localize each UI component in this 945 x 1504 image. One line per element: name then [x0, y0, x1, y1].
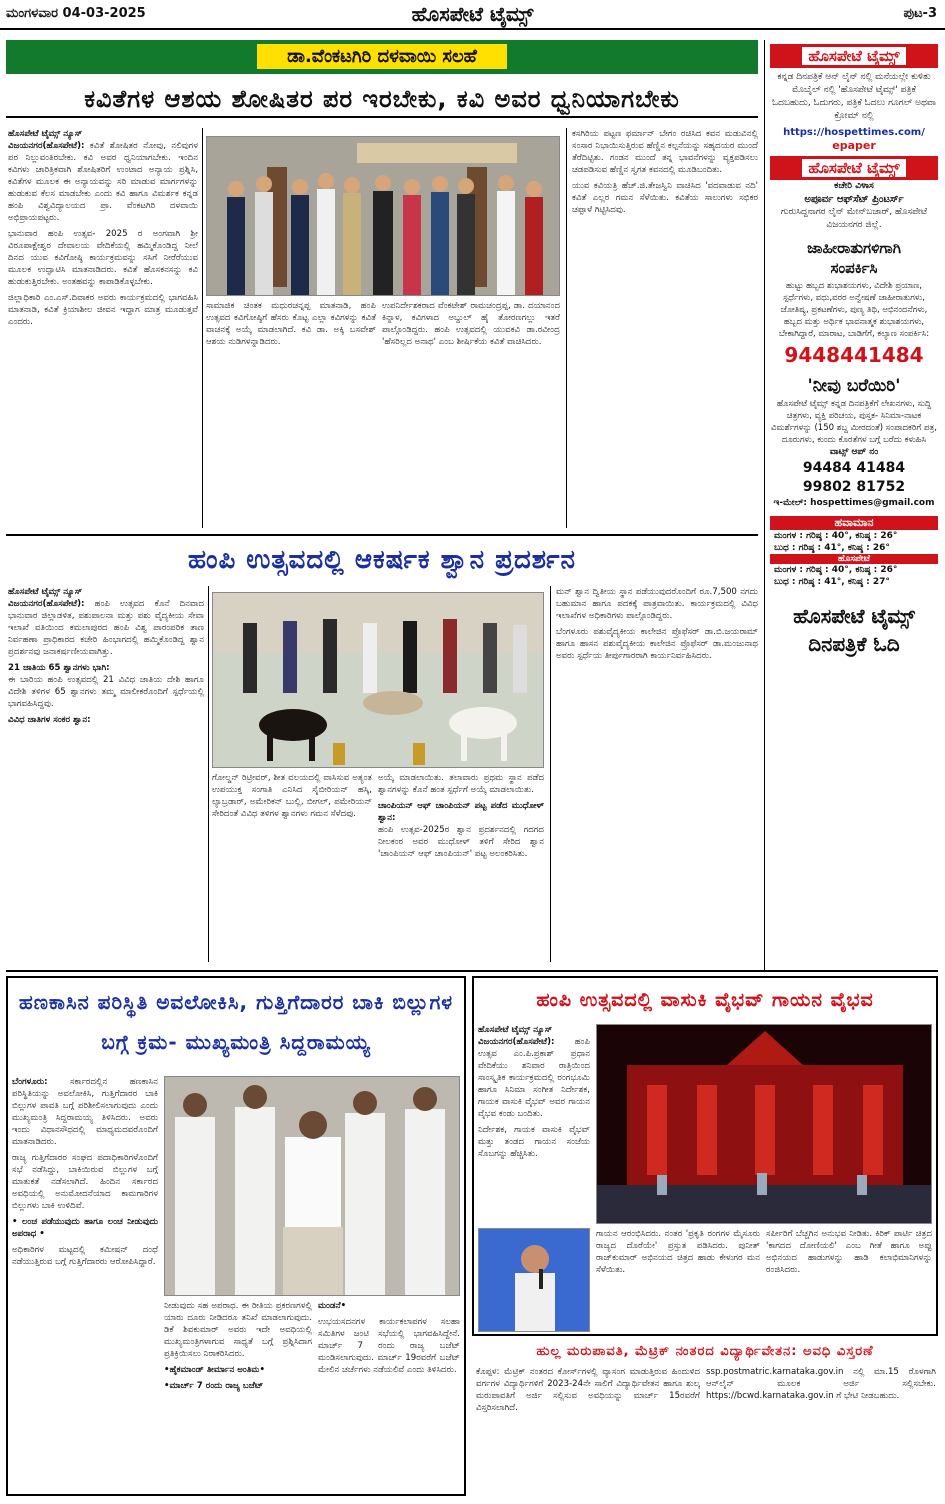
story1-column-3: [382, 300, 560, 528]
epaper-link[interactable]: https://hospettimes.com/: [783, 127, 925, 138]
office-line-1: ಕಚೇರಿ ವಿಳಾಸ: [834, 181, 874, 191]
dog-show-winners-image: [213, 593, 544, 768]
chief-minister-meeting-image: [165, 1077, 460, 1296]
story2-column-4: [556, 586, 758, 962]
weather-row-4: ಬುಧ : ಗರಿಷ್ಠ : 41°, ಕನಿಷ್ಠ : 27°: [774, 577, 890, 587]
promo-line-1: ಹೊಸಪೇಟೆ ಟೈಮ್ಸ್: [793, 604, 915, 628]
notice-text-2: ssp.postmatric.karnataka.gov.in ನಲ್ಲಿ ಮಾ.15 ರೊಳಗಾಗಿ ಆನ್‌ಲೈನ್ ಮೂಲಕ ಅರ್ಜಿ ಸಲ್ಲಿಸಬೇಕು. https://bcwd.karnataka.gov.in ಗೆ ಭೇಟಿ ನೀಡಬಹುದು.: [706, 1367, 936, 1401]
office-line-4: ವಿಜಯನಗರ ಜಿಲ್ಲೆ.: [826, 220, 882, 230]
story4-column-3: [766, 1228, 932, 1332]
story1-text-2: ಸಾಮಾಜಿಕ ಚಿಂತಕ ಮಧುರಚನ್ನಪ್ಪ ಮಾತನಾಡಿ, ಹಂಪಿ ಉತ್ಸವದ ಕವಿಗೋಷ್ಠಿಗೆ ಹೆಸರು ಕೊಟ್ಟ ಎಲ್ಲಾ ಕವಿಗಳನ್ನು ಕವಿತೆ ವಾಚನಕ್ಕೆ ಅಯ್ಕೆ ಮಾಡಲಾಗಿದೆ. ಕವಿ ಡಾ. ಅಕ್ಕಿ ಬಸವೇಶ್ ಆಶಯ ನುಡಿಗಳನ್ನಾಡಿದರು.: [206, 301, 376, 347]
notice-text: ಕೊಪ್ಪಳ: ಮೆಟ್ರಿಕ್ ನಂತರದ ಕೋರ್ಸ್‌ಗಳಲ್ಲಿ ವ್ಯಾಸಂಗ ಮಾಡುತ್ತಿರುವ ಹಿಂದುಳಿದ ವರ್ಗಗಳ ವಿದ್ಯಾರ್ಥಿಗಳಿಗೆ 2023-24ನೇ ಸಾಲಿಗೆ ವಿದ್ಯಾರ್ಥಿವೇತನ ಹಾಗೂ ಶುಲ್ಕ ಮರುಪಾವತಿಗೆ ಅರ್ಜಿ ಸಲ್ಲಿಸುವ ಅವಧಿಯನ್ನು ಮಾರ್ಚ್ 15ರವರೆಗೆ ವಿಸ್ತರಿಸಲಾಗಿದೆ.: [476, 1367, 700, 1413]
story2-subhead-3: ಚಾಂಪಿಯನ್ ಆಫ್ ಚಾಂಪಿಯನ್ ಪಟ್ಟ ಪಡೆದ ಮುಧೋಳ್ ಶ್ವಾನ:: [378, 801, 544, 823]
story4-photo-singer: [478, 1228, 590, 1332]
column-rule: [550, 586, 551, 962]
sidebar: [770, 44, 938, 658]
weather-row-3: ಮಂಗಳ : ಗರಿಷ್ಠ : 40°, ಕನಿಷ್ಠ : 26°: [774, 565, 898, 575]
issue-date: ಮಂಗಳವಾರ 04-03-2025: [6, 6, 146, 21]
story2-text-3b: ಹಂಪಿ ಉತ್ಸವ-2025ರ ಶ್ವಾನ ಪ್ರದರ್ಶನದಲ್ಲಿ ಗದಗದ ನೀಲಕಂಠ ಅವರ ಮುಧೋಳ್ ತಳಿಗೆ ಸೇರಿದ ಶ್ವಾನ 'ಚಾಂಪಿಯನ್ ಆಫ್ ಚಾಂಪಿಯನ್' ಪಟ್ಟ ಅಲಂಕರಿಸಿತು.: [378, 825, 544, 859]
story3-place: ಬೆಂಗಳೂರು:: [12, 1077, 48, 1087]
story3-column-3: [318, 1300, 460, 1490]
ads-phone[interactable]: 9448441484: [784, 343, 924, 367]
story1-text-4: ಕಸಗಿರಿಯ ಪಟ್ಟಣ ಫರ್ಮಾನ್ ಬೇಗಂ ರಚಿಸಿದ ಕವನ ಮಡುವಿನಲ್ಲಿ ಸಂಸಾರ ನಿಭಾಯಿಸುತ್ತಿರುವ ಹೆಣ್ಣಿನ ಕಲ್ಪನೆಯನ್ನು ಸಹೃದಯರ ಮುಂದೆ ತೆರೆದಿಟ್ಟಿತು. ಗಂಡನ ಮುಂದೆ ತನ್ನ ಭಾವನೆಗಳನ್ನು ವ್ಯಕ್ತಪಡಿಸಲು ಚಡಪಡಿಸುವ ಹೆಣ್ಣಿನ ಸ್ವಗತ ಕವನದಲ್ಲಿ ಮೂಡಿಬಂದಿತು.: [572, 129, 758, 175]
story4-column-2: [596, 1228, 760, 1332]
office-line-2: ಅಪೂರ್ವ ಆಫ್‌ಸೆಟ್ ಪ್ರಿಂಟರ್ಸ್: [804, 194, 904, 205]
weather-row-2: ಬುಧ : ಗರಿಷ್ಠ : 41°, ಕನಿಷ್ಠ : 26°: [774, 543, 890, 553]
phone-1[interactable]: 94484 41484: [802, 460, 906, 476]
notice-column-2: [706, 1366, 936, 1494]
story1-text-1c: ಜಿಲ್ಲಾಧಿಕಾರಿ ಎಂ.ಎಸ್.ದಿವಾಕರ ಅವರು ಕಾರ್ಯಕ್ರಮದಲ್ಲಿ ಭಾಗವಹಿಸಿ ಮಾತನಾಡಿ, ಕವಿತೆ ಕ್ರಿಯಾಶೀಲ ಜೀವನ ಇದ್ದಾಗ ಮಾತ್ರ ಮೂಡುತ್ತವೆ ಎಂದರು.: [8, 293, 198, 327]
story4-headline: ಹಂಪಿ ಉತ್ಸವದಲ್ಲಿ ವಾಸುಕಿ ವೈಭವ್ ಗಾಯನ ವೈಭವ: [536, 989, 874, 1011]
story1-column-1: [8, 128, 198, 534]
story3-subhead-1: •ಹೈಕಮಾಂಡ್ ತೀರ್ಮಾನ ಅಂತಿಮ•: [164, 1365, 265, 1375]
epaper-label: epaper: [832, 139, 876, 152]
singer-image: [479, 1229, 590, 1332]
epaper-title: ಹೊಸಪೇಟೆ ಟೈಮ್ಸ್: [770, 44, 938, 68]
story4-byline: ಹೊಸಪೇಟೆ ಟೈಮ್ಸ್ ನ್ಯೂಸ್: [478, 1025, 553, 1035]
story2-column-2: [212, 772, 372, 962]
story2-text-4: ಮನ್ ಶ್ವಾನ ದ್ವಿತೀಯ ಸ್ಥಾನ ಪಡೆಯುವುದರೊಂದಿಗೆ ರೂ.7,500 ನಗದು ಬಹುಮಾನ ಹಾಗೂ ಪದಕಕ್ಕೆ ಪಾತ್ರವಾಯಿತು. ಕಾರ್ಯಕ್ರಮದಲ್ಲಿ ವಿವಿಧ ಇಲಾಖೆಗಳ ಅಧಿಕಾರಿಗಳು ಪಾಲ್ಗೊಂಡಿದ್ದರು.: [556, 587, 758, 621]
page-number: ಪುಟ-3: [903, 6, 937, 21]
story2-text-1: ಹಂಪಿ ಉತ್ಸವದ ಕೊನೆ ದಿನವಾದ ಭಾನುವಾರ ಜಿಲ್ಲಾಡಳಿತ, ಪಶುಪಾಲನಾ ಮತ್ತು ಪಶು ವೈದ್ಯಕೀಯ ಸೇವಾ ಇಲಾಖೆ ವತಿಯಿಂದ ಕಮಲಾಪುರದ ಹಂಪಿ ವಿಶ್ವ ಪಾರಂಪರಿಕ ತಾಣ ನಿರ್ವಹಣಾ ಪ್ರಾಧಿಕಾರದ ಕಚೇರಿ ಹಿಂಭಾಗದಲ್ಲಿ ಹಮ್ಮಿಕೊಂಡಿದ್ದ ಶ್ವಾನ ಪ್ರದರ್ಶನವು ಜನಾಕರ್ಷಣೀಯವಾಗಿತ್ತು.: [8, 599, 204, 657]
office-title: ಹೊಸಪೇಟೆ ಟೈಮ್ಸ್: [770, 156, 938, 180]
story1-byline: ಹೊಸಪೇಟೆ ಟೈಮ್ಸ್ ನ್ಯೂಸ್: [8, 129, 83, 139]
story3-photo: [164, 1076, 460, 1296]
office-line-3: ಗುರುಸಿದ್ದನಾಗರ ಲೈನ್ ಮೇನ್‌ಬಜಾರ್, ಹೊಸಪೇಟೆ: [780, 207, 928, 217]
weather-title: ಹವಾಮಾನ: [770, 516, 938, 530]
story2-photo: [212, 592, 544, 768]
story2-subhead-1: 21 ಜಾತಿಯ 65 ಶ್ವಾನಗಳು ಭಾಗಿ:: [8, 663, 110, 673]
story1-photo: [206, 136, 560, 296]
story1-column-2: [206, 300, 376, 528]
story4-column-1: [478, 1024, 590, 1224]
story4-photo-stage: [596, 1024, 932, 1224]
story4-text-3: ಸರ್ಪೀರಿಗೆ ಬೆಚ್ಚಗಿನ ಅನುಭವ ನೀಡಿತು. ಕಿರಿಕ್ ಪಾರ್ಟಿ ಚಿತ್ರದ 'ಕಾಗದದ ದೋಣಿಯಲಿ' ಎಂಬ ಗೀತೆ ಹಾಗೂ ಅಪ್ಪು ಅಭಿನಯದ ಹಾಡುಗಳನ್ನು ಹಾಡಿ ಕಲಾಭಿಮಾನಿಗಳನ್ನು ರಂಜಿಸಿದರು.: [766, 1229, 932, 1275]
section-divider: [6, 970, 938, 972]
story1-text-1b: ಭಾನುವಾರ ಹಂಪಿ ಉತ್ಸವ- 2025 ರ ಅಂಗವಾಗಿ ಶ್ರೀ ವಿರೂಪಾಕ್ಷೇಶ್ವರ ದೇವಾಲಯ ವೇದಿಕೆಯಲ್ಲಿ ಹಮ್ಮಿಕೊಂಡಿದ್ದ ನೀಲೆ ದಿನದ ಯುವ ಕವಿಗೋಷ್ಠಿ ಕಾರ್ಯಕ್ರಮವನ್ನು ಸಸಿಗೆ ನೀರೆರೆಯುವ ಮೂಲಕ ಉದ್ಘಾಟಿಸಿ ಮಾತನಾಡಿದರು. ಕವಿತೆ ಹೊಸಕನಸನ್ನು ಕವಿ ಹುಡುಕುತ್ತಿರಬೇಕು. ಅಂತಹವನ್ನು ಕಾಪಾಡಿಕೊಳ್ಳಬೇಕು.: [8, 229, 198, 287]
write-text: ಹೊಸಪೇಟೆ ಟೈಮ್ಸ್ ಕನ್ನಡ ದಿನಪತ್ರಿಕೆಗೆ ಲೇಖನಗಳು, ಸುದ್ದಿ ಚಿತ್ರಗಳು, ವ್ಯಕ್ತಿ ಪರಿಚಯ, ಪುಸ್ತಕ- ಸಿನಿಮಾ-ನಾಟಕ ವಿಮರ್ಶೆಗಳನ್ನು (150 ಶಬ್ದ ಮೀರದಂತೆ) ಸಂಪಾದಕರಿಗೆ ಪತ್ರ, ದೂರುಗಳು, ಕುಂದು ಕೊರತೆಗಳ ಬಗ್ಗೆ ಬರೆದು ಕಳುಹಿಸಿ: [771, 399, 937, 445]
story1-headline: ಕವಿತೆಗಳ ಆಶಯ ಶೋಷಿತರ ಪರ ಇರಬೇಕು, ಕವಿ ಅವರ ಧ್ವನಿಯಾಗಬೇಕು: [6, 82, 758, 118]
notice-headline: ಹುಲ್ಲ ಮರುಪಾವತಿ, ಮೆಟ್ರಿಕ್ ನಂತರದ ವಿದ್ಯಾರ್ಥಿವೇತನ: ಅವಧಿ ವಿಸ್ತರಣೆ: [536, 1344, 874, 1359]
page-header: [0, 0, 945, 30]
story2-text-3: ಅಯ್ಕೆ ಮಾಡಲಾಯಿತು. ತಲಾವಾರು ಪ್ರಥಮ ಸ್ಥಾನ ಪಡೆದ ಶ್ವಾನಗಳನ್ನು ಕೊನೆ ಹಂತ ಸ್ಪರ್ಧೆಗೆ ಅಯ್ಕೆ ಮಾಡಲಾಯಿತು.: [378, 773, 544, 795]
story2-text-4b: ಬೆಂಗಳೂರು ಪಶುವೈದ್ಯಕೀಯ ಕಾಲೇಜಿನ ಪ್ರೊಫೆಸರ್ ಡಾ.ಬಿ.ಜಯರಾಮ್ ಹಾಗೂ ಹಾಸನ ಪಶುವೈದ್ಯಕೀಯ ಕಾಲೇಜಿನ ಪ್ರೊಫೆಸರ್ ಡಾ.ಮಂಜುನಾಥ ಅವರು ಸ್ಪರ್ಧೆಯ ತೀರ್ಪುಗಾರರಾಗಿ ಕಾರ್ಯನಿರ್ವಹಿಸಿದರು.: [556, 627, 758, 661]
story3-text-1b: ರಾಜ್ಯ ಗುತ್ತಿಗೆದಾರರ ಸಂಘದ ಪದಾಧಿಕಾರಿಗಳೊಂದಿಗೆ ಸಭೆ ನಡೆಸಿದ್ದು, ಬಾಕಿಯಿರುವ ಬಿಲ್ಲುಗಳ ಬಗ್ಗೆ ಮಾತುಕತೆ ನಡೆಸಲಾಗಿದೆ. ಹಿಂದಿನ ಸರ್ಕಾರದ ಅವಧಿಯಲ್ಲಿ ಅನುಮೋದನೆಯಾದ ಕಾಮಗಾರಿಗಳ ಬಿಲ್ಲುಗಳು ಬಾಕಿ ಉಳಿದಿವೆ.: [12, 1153, 158, 1211]
ads-title: ಜಾಹೀರಾತುಗಳಿಗಾಗಿ: [807, 239, 901, 257]
ads-title-2: ಸಂಪರ್ಕಿಸಿ: [830, 259, 878, 277]
story3-text-1c: ಅಧಿಕಾರಿಗಳ ಮಟ್ಟದಲ್ಲಿ ಕಮೀಷನ್ ದಂಧೆ ನಡೆಯುತ್ತಿರುವ ಬಗ್ಗೆ ಗುತ್ತಿಗೆದಾರರು ಆರೋಪಿಸಿದ್ದಾರೆ.: [12, 1245, 158, 1267]
column-rule: [566, 128, 567, 528]
story2-headline: ಹಂಪಿ ಉತ್ಸವದಲ್ಲಿ ಆಕರ್ಷಕ ಶ್ವಾನ ಪ್ರದರ್ಶನ: [188, 545, 576, 575]
weather-row-1: ಮಂಗಳ : ಗರಿಷ್ಠ : 40°, ಕನಿಷ್ಠ : 26°: [774, 531, 898, 541]
notice-column-1: [476, 1366, 700, 1494]
story3-column-2: [164, 1300, 312, 1490]
story3-column-1: [12, 1076, 158, 1490]
story3-pullquote: • ಲಂಚ ಪಡೆಯುವುದು ಹಾಗೂ ಲಂಚ ನೀಡುವುದು ಅಪರಾಧ •: [12, 1217, 158, 1239]
story2-text-2: ಗೋಲ್ಡನ್ ರಿಟ್ರೀವರ್, ಶೀತ ವಲಯದಲ್ಲಿ ವಾಸಿಸುವ ಅತ್ಯಂತ ಉಪಯುಕ್ತ ಸಂಗಾತಿ ಎನಿಸಿದ ಸೈಬೀರಿಯನ್ ಹಸ್ಕಿ, ಲ್ಯಾಬ್ರಡಾರ್, ಅಮೇರಿಕನ್ ಬುಲ್ಲಿ, ಬೀಗಲ್, ಪಮೇರಿಯನ್ ಸೇರಿದಂತೆ ವಿವಿಧ ತಳಿಗಳ ಶ್ವಾನಗಳು ಗಮನ ಸೆಳೆದವು.: [212, 773, 372, 819]
weather-subtitle: ಹೊಸಪೇಟೆ: [770, 554, 938, 564]
story3-subhead-2: •ಮಾರ್ಚ್ 7 ರಂದು ರಾಜ್ಯ ಬಜೆಟ್: [164, 1381, 264, 1391]
story2-column-3: [378, 772, 544, 962]
section-divider: [6, 534, 758, 536]
email[interactable]: ಇ-ಮೇಲ್: hospettimes@gmail.com: [773, 498, 935, 508]
phone-2[interactable]: 99802 81752: [802, 479, 906, 495]
column-rule: [208, 586, 209, 962]
story4-text-1b: ನಿರ್ದೇಶಕ, ಗಾಯಕ ವಾಸುಕಿ ವೈಭವ್ ಮತ್ತು ತಂಡದ ಗಾಯನ ಸಂಜೆಯ ಸೊಬಗನ್ನು ಹೆಚ್ಚಿಸಿತು.: [478, 1125, 590, 1159]
story1-text-3: ಉಪನಿರ್ದೇಶಕರಾದ ವೆಂಕಟೇಶ್ ರಾಮಚಂದ್ರಪ್ಪ, ಡಾ. ದಯಾನಂದ ಕಿನ್ನಾಳ, ಕವಿಗಳಾದ ಅಬ್ದುಲ್ ಹೈ ತೋರಣಗಲ್ಲು ಇತರೆ ಪಾಲ್ಗೊಂಡಿದ್ದರು. ಹಂಪಿ ಉತ್ಸವದಲ್ಲಿ ಯುವಕವಿ ಡಾ.ರವೀಂದ್ರ 'ಹೆಸರಿಲ್ಲದ ಅನಾಥ' ಎಂಬ ಶೀರ್ಷಿಕೆಯ ಕವಿತೆ ವಾಚಿಸಿದರು.: [382, 301, 560, 347]
epaper-text: ಕನ್ನಡ ದಿನಪತ್ರಿಕೆ ಆನ್ ಲೈನ್ ನಲ್ಲಿ ಮನೆಯಲ್ಲೇ ಕುಳಿತು ಮೊಬೈಲ್ ನಲ್ಲಿ 'ಹೊಸಪೇಟೆ ಟೈಮ್ಸ್' ಪತ್ರಿಕೆ ಓದಬಹುದು, ಓದುಗರು, ಪತ್ರಿಕೆ ಓದಲು ಗೂಗಲ್ ಅಥವಾ ಕ್ರೋಮ್ ನಲ್ಲಿ: [772, 72, 936, 121]
column-rule: [202, 128, 203, 528]
story4-text-2: ಗಾಯನ ಆರಂಭಿಸಿದರು. ನಂತರ 'ಪ್ರಕೃತಿ ರಂಗಗಳ ಮೈಸೂರು ರಾಜ್ಯದ ದೊರೆಯೇ' ಪ್ರಸ್ತುತ ಪಡಿಸಿದರು. ಪುನೀತ್ ರಾಜ್‌ಕುಮಾರ್ ಅಭಿನಯದ ಚಿತ್ರದ ಹಾಡು ಕೇಳುಗರ ಮನ ಸೆಳೆಯಿತು.: [596, 1229, 760, 1275]
story3-subhead-3: ಮಂಡನೆ•: [318, 1301, 347, 1311]
ads-text: ಹುಟ್ಟು ಹಬ್ಬದ ಶುಭಾಶಯಗಳು, ವಿದೇಶಿ ಪ್ರಯಾಣ, ಸ್ಪರ್ಧೆಗಳು, ವಧು,ವರರ ಅನ್ವೇಷಣೆ ಜಾಹೀರಾತುಗಳು, ಜೋತಿಷ್ಯ, ಪ್ರಕಟಣೆಗಳು, ಪುಣ್ಯ ತಿಥಿ, ಅಭಿನಂದನೆಗಳು, ಹಬ್ಬದ ಮತ್ತು ಅರ್ಥಿಕ ಭಾವನಾತ್ಮಕ ಶುಭಾಶಯಗಳು, ಬೇಕಾಗಿದ್ದಾರೆ, ಮಾರಾಟ, ಬಾಡಿಗೆಗೆ, ಕಲ್ಯಾಣ ಸಂಪರ್ಕಿಸಿ:: [778, 281, 930, 339]
whatsapp-label: ವಾಟ್ಸ್ ಆಪ್ ನಂ: [829, 447, 879, 457]
lit-temple-stage-image: [597, 1025, 932, 1224]
story2-column-1: [8, 586, 204, 966]
story4-text-1: ಹಂಪಿ ಉತ್ಸವ ಎಂ.ಪಿ.ಪ್ರಕಾಶ್ ಪ್ರಧಾನ ವೇದಿಕೆಯು ಶನಿವಾರ ರಾತ್ರಿಯಿಂದ ಸಾಂಸ್ಕೃತಿಕ ಕಾರ್ಯಕ್ರಮದಲ್ಲಿ ರಂಗಭೂಮಿ ಹಾಗೂ ಸಿನಿಮಾ ಸಂಗೀತ ನಿರ್ದೇಶಕ, ಗಾಯಕ ವಾಸುಕಿ ವೈಭವ್ ಅವರ ಗಾಯನ ವೈಭವ ಕಂಡು ಬಂದಿತು.: [478, 1037, 590, 1119]
story2-text-1b: ಈ ಬಾರಿಯ ಹಂಪಿ ಉತ್ಸವದಲ್ಲಿ 21 ವಿವಿಧ ಜಾತಿಯ ದೇಶಿ ಹಾಗೂ ವಿದೇಶಿ ತಳಿಗಳ 65 ಶ್ವಾನಗಳು ತಮ್ಮ ಮಾಲೀಕರೊಂದಿಗೆ ಸ್ಪರ್ಧೆಯಲ್ಲಿ ಭಾಗವಹಿಸಿದ್ದವು.: [8, 675, 204, 709]
story3-text-1: ಸರ್ಕಾರದಲ್ಲಿನ ಹಣಕಾಸಿನ ಪರಿಸ್ಥಿತಿಯನ್ನು ಅವಲೋಕಿಸಿ, ಗುತ್ತಿಗೆದಾರರ ಬಾಕಿ ಬಿಲ್ಲುಗಳ ಪಾವತಿ ಬಗ್ಗೆ ಪರಿಶೀಲಿಸಲಾಗುವುದು ಎಂದು ಮುಖ್ಯಮಂತ್ರಿ ಸಿದ್ದರಾಮಯ್ಯ ತಿಳಿಸಿದರು. ಅವರು ಇಂದು ವಿಧಾನಸೌಧದಲ್ಲಿ ಮಾಧ್ಯಮದವರೊಂದಿಗೆ ಮಾತನಾಡಿದರು.: [12, 1077, 158, 1147]
masthead: ಹೊಸಪೇಟೆ ಟೈಮ್ಸ್: [411, 2, 534, 26]
promo-line-2: ದಿನಪತ್ರಿಕೆ ಓದಿ: [808, 632, 900, 656]
story2-byline: ಹೊಸಪೇಟೆ ಟೈಮ್ಸ್ ನ್ಯೂಸ್: [8, 587, 83, 597]
story1-column-4: [572, 128, 758, 528]
story1-text-1: ಕವಿತೆ ಶೋಷಿತರ ನೋವು, ನಲಿವುಗಳ ಪರ ನಿಲ್ಲುವಂತಿರಬೇಕು. ಕವಿ ಅವರ ಧ್ವನಿಯಾಗಬೇಕು. ಇಂದಿನ ಕವಿಗಳು ಚಾರಿತ್ರಿಕವಾಗಿ ಶೋಷಿತರಿಗೆ ಉಂಟಾದ ಅನ್ಯಾಯ ಪ್ರಶ್ನಿಸಿ, ಕವಿತೆಗಳ ಮೂಲಕ ಈ ಅನ್ಯಾಯವನ್ನು ಸರಿ ಮಾಡುವ ಮಾರ್ಗಗಳನ್ನು ಹುಡುಕುವ ಕೆಲಸ ಮಾಡಬೇಕು ಎಂದು ಕವಿ ಹಾಗೂ ವಿಮರ್ಶಕ ಕನ್ನಡ ಹಂಪಿ ವಿಶ್ವವಿದ್ಯಾಲಯದ ಪ್ರಾ. ವೆಂಕಟಗಿರಿ ದಳವಾಯಿ ಅಭಿಪ್ರಾಯಪಟ್ಟರು.: [8, 141, 198, 223]
story1-text-4b: ಯುವ ಕವಿಯತ್ರಿ ಹೆಚ್.ಜಿ.ತೇಜಸ್ವಿನಿ ವಾಚಿಸಿದ 'ವದವಾಡುವ ನದಿ' ಕವಿತೆ ಎಲ್ಲರ ಗಮನ ಸೆಳೆಯಿತು. ಕವಿತೆಯ ಸಾಲುಗಳು ಸಭಿಕರ ಚಪ್ಪಾಳೆ ಗಿಟ್ಟಿಸಿದವು.: [572, 181, 758, 215]
kicker-banner: [6, 40, 758, 74]
story4-place: ವಿಜಯನಗರ(ಹೊಸಪೇಟೆ):: [478, 1037, 555, 1047]
story2-place: ವಿಜಯನಗರ(ಹೊಸಪೇಟೆ):: [8, 599, 85, 609]
story3-text-2: ನೀಡುವುದು ಸಹ ಅಪರಾಧ. ಈ ರೀತಿಯ ಪ್ರಕರಣಗಳಲ್ಲಿ ಯಾರು ದೂರು ನೀಡಿದರೂ ತನಿಖೆ ಮಾಡಲಾಗುವುದು. ಡಿಕೆ ಶಿವಕುಮಾರ್ ಅವರು ಇದೇ ಅವಧಿಯಲ್ಲಿ ಮುಖ್ಯಮಂತ್ರಿಗಳಾಗುವ ಸಾಧ್ಯತೆ ಬಗ್ಗೆ ಪ್ರಶ್ನಿಸಿದಾಗ ಪ್ರತಿಕ್ರಿಯಿಸಲು ನಿರಾಕರಿಸಿದರು.: [164, 1301, 312, 1359]
story3-text-3: ಉಭಯಸದನಗಳ ಕಾರ್ಯಕಲಾಪಗಳ ಸಲಹಾ ಸಮಿತಿಗಳ ಜಂಟಿ ಸಭೆಯಲ್ಲಿ ಭಾಗವಹಿಸಿದ್ದೇನೆ. ಮಾರ್ಚ್ 7 ರಂದು ರಾಜ್ಯ ಬಜೆಟ್ ಮಂಡಿಸಲಾಗುವುದು. ಮಾರ್ಚ್ 19ರವರೆಗೆ ಬಜೆಟ್ ಮೇಲಿನ ಚರ್ಚೆಗಳು ನಡೆಯಲಿವೆ ಎಂದು ತಿಳಿಸಿದರು.: [318, 1317, 460, 1375]
story2-subhead-2: ವಿವಿಧ ಜಾತಿಗಳ ಸಂಕರ ಶ್ವಾನ:: [8, 715, 91, 725]
sidebar-rule: [764, 40, 765, 970]
write-title: 'ನೀವು ಬರೆಯಿರಿ': [807, 376, 901, 396]
poets-on-stage-image: [207, 137, 560, 296]
story3-headline: ಹಣಕಾಸಿನ ಪರಿಸ್ಥಿತಿ ಅವಲೋಕಿಸಿ, ಗುತ್ತಿಗೆದಾರರ ಬಾಕಿ ಬಿಲ್ಲುಗಳ ಬಗ್ಗೆ ಕ್ರಮ- ಮುಖ್ಯಮಂತ್ರಿ ಸಿದ್ದರಾಮಯ್ಯ: [18, 990, 454, 1054]
story1-place: ವಿಜಯನಗರ(ಹೊಸಪೇಟೆ):: [8, 141, 85, 151]
story1-kicker: ಡಾ.ವೆಂಕಟಗಿರಿ ದಳವಾಯಿ ಸಲಹೆ: [257, 44, 507, 69]
